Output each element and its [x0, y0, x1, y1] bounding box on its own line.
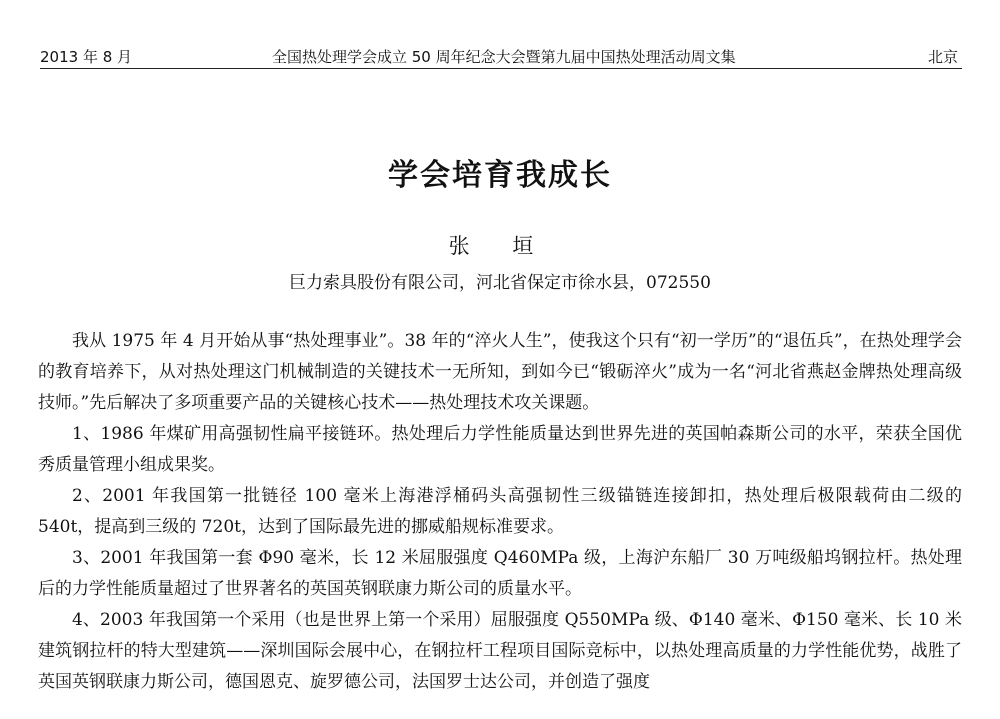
article-author: 张 垣	[448, 234, 552, 258]
body-paragraph-item-4: 4、2003 年我国第一个采用（也是世界上第一个采用）屈服强度 Q550MPa 级、Φ140 毫米、Φ150 毫米、长 10 米建筑钢拉杆的特大型建筑——深圳国际会展中心，在钢拉杆工程项目国际竞标中，以热处理高质量的力学性能优势，战胜了英国英钢联康力斯公司，德国恩克、旋罗德公司，法国罗士达公司，并创造了强度	[38, 610, 962, 692]
body-paragraph-item-1: 1、1986 年煤矿用高强韧性扁平接链环。热处理后力学性能质量达到世界先进的英国帕森斯公司的水平，荣获全国优秀质量管理小组成果奖。	[38, 424, 962, 475]
article-body	[38, 326, 962, 698]
page-header	[40, 38, 962, 69]
header-conference-title: 全国热处理学会成立 50 周年纪念大会暨第九届中国热处理活动周文集	[272, 48, 736, 66]
body-paragraph-intro: 我从 1975 年 4 月开始从事“热处理事业”。38 年的“淬火人生”，使我这个只有“初一学历”的“退伍兵”，在热处理学会的教育培养下，从对热处理这门机械制造的关键技术一无所知，到如今已“锻砺淬火”成为一名“河北省燕赵金牌热处理高级技师。”先后解决了多项重要产品的关键核心技术——热处理技术攻关课题。	[38, 331, 962, 413]
body-paragraph-item-3: 3、2001 年我国第一套 Φ90 毫米，长 12 米屈服强度 Q460MPa 级，上海沪东船厂 30 万吨级船坞钢拉杆。热处理后的力学性能质量超过了世界著名的英国英钢联康力斯公司的质量水平。	[38, 548, 962, 599]
article-affiliation: 巨力索具股份有限公司，河北省保定市徐水县，072550	[289, 273, 711, 293]
header-date: 2013 年 8 月	[40, 48, 133, 66]
header-city: 北京	[927, 48, 958, 66]
article-title: 学会培育我成长	[388, 158, 612, 193]
body-paragraph-item-2: 2、2001 年我国第一批链径 100 毫米上海港浮桶码头高强韧性三级锚链连接卸扣，热处理后极限载荷由二级的 540t，提高到三级的 720t，达到了国际最先进的挪威船规标准要求。	[38, 486, 962, 537]
